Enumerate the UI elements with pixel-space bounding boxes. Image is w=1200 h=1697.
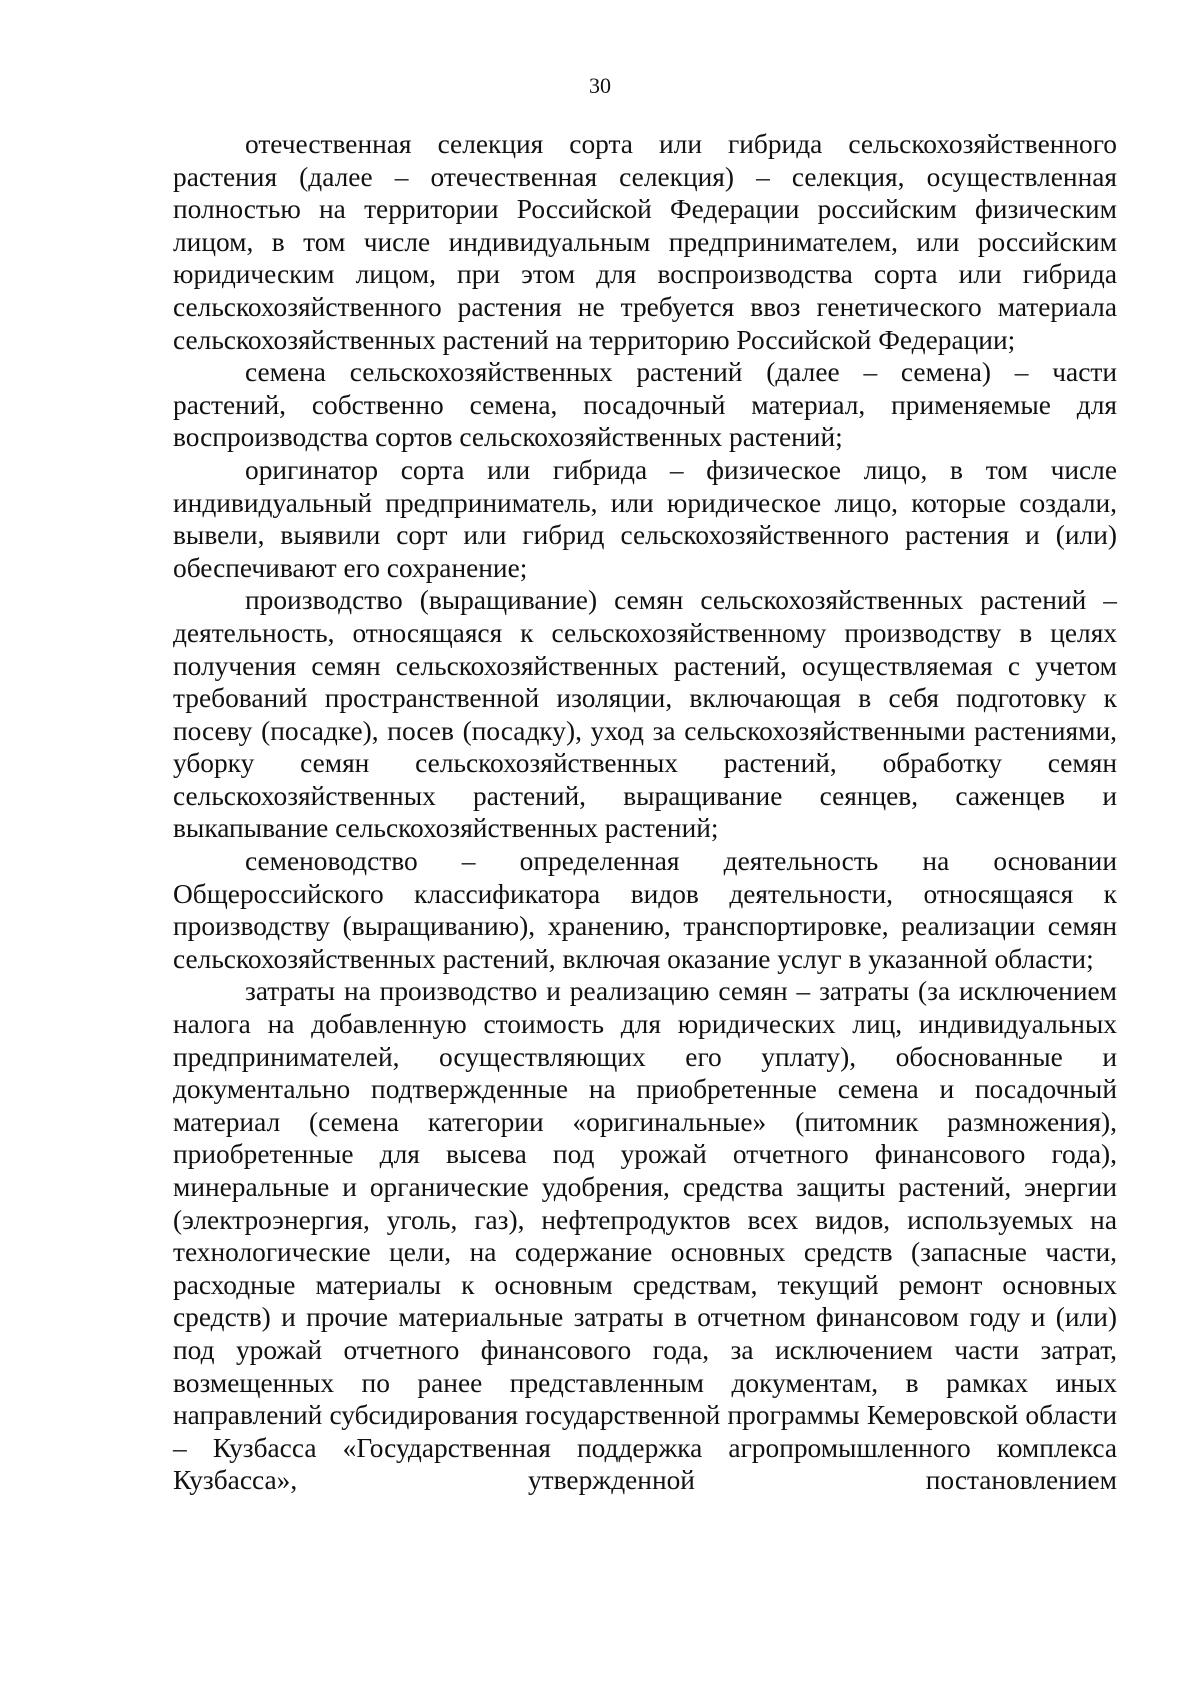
page-number: 30 [589,73,611,98]
paragraph-domestic-selection: отечественная селекция сорта или гибрида сельскохозяйственного растения (далее – отечественная селекция) – селекция, осуществленная полностью на территории Российской Федерации российским физическим лицом, в том числе индивидуальным предпринимателем, или российским юридическим лицом, при этом для воспроизводства сорта или гибрида сельскохозяйственного растения не требуется ввоз генетического материала сельскохозяйственных растений на территорию Российской Федерации; [173,129,1117,355]
paragraph-seed-growing-definition: семеноводство – определенная деятельность на основании Общероссийского классификатора видов деятельности, относящаяся к производству (выращиванию), хранению, транспортировке, реализации семян сельскохозяйственных растений, включая оказание услуг в указанной области; [173,846,1117,974]
paragraph-originator-definition: оригинатор сорта или гибрида – физическое лицо, в том числе индивидуальный предприниматель, или юридическое лицо, которые создали, вывели, выявили сорт или гибрид сельскохозяйственного растения и (или) обеспечивают его сохранение; [173,454,1117,583]
paragraph-seed-production-definition: производство (выращивание) семян сельскохозяйственных растений – деятельность, относящаяся к сельскохозяйственному производству в целях получения семян сельскохозяйственных растений, осуществляемая с учетом требований пространственной изоляции, включающая в себя подготовку к посеву (посадке), посев (посадку), уход за сельскохозяйственными растениями, уборку семян сельскохозяйственных растений, обработку семян сельскохозяйственных растений, выращивание сеянцев, саженцев и выкапывание сельскохозяйственных растений; [173,585,1117,844]
paragraph-seeds-definition: семена сельскохозяйственных растений (далее – семена) – части растений, собственно семена, посадочный материал, применяемые для воспроизводства сортов сельскохозяйственных растений; [173,357,1117,453]
document-body [173,128,1117,1497]
paragraph-costs-definition: затраты на производство и реализацию семян – затраты (за исключением налога на добавленную стоимость для юридических лиц, индивидуальных предпринимателей, осуществляющих его уплату), обоснованные и документально подтвержденные на приобретенные семена и посадочный материал (семена категории «оригинальные» (питомник размножения), приобретенные для высева под урожай отчетного финансового года), минеральные и органические удобрения, средства защиты растений, энергии (электроэнергия, уголь, газ), нефтепродуктов всех видов, используемых на технологические цели, на содержание основных средств (запасные части, расходные материалы к основным средствам, текущий ремонт основных средств) и прочие материальные затраты в отчетном финансовом году и (или) под урожай отчетного финансового года, за исключением части затрат, возмещенных по ранее представленным документам, в рамках иных направлений субсидирования государственной программы Кемеровской области – Кузбасса «Государственная поддержка агропромышленного комплекса Кузбасса», утвержденной постановлением [173,976,1117,1496]
